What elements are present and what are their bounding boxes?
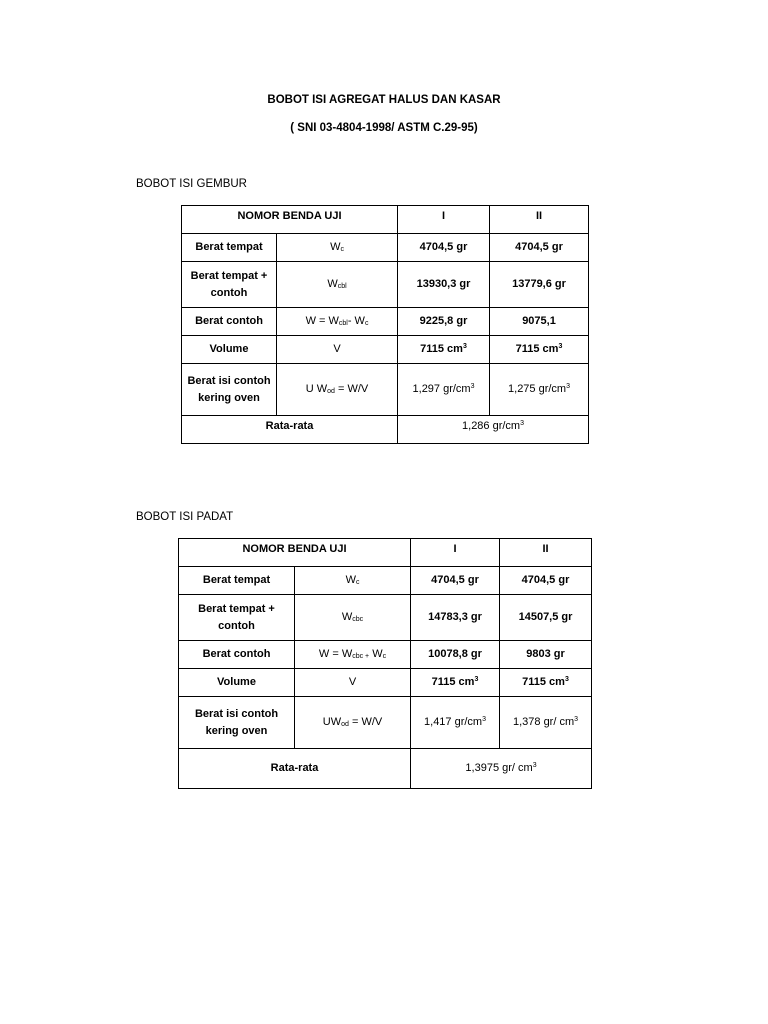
row-label: Berat tempat + contoh <box>182 262 277 308</box>
row-value-2: 1,378 gr/ $cm^3$ <box>500 697 592 749</box>
row-value-2: 4704,5 gr <box>500 567 592 595</box>
row-formula: V <box>295 669 411 697</box>
row-value-2: 9075,1 <box>490 308 589 336</box>
document-title: BOBOT ISI AGREGAT HALUS DAN KASAR <box>267 94 501 106</box>
table-padat <box>178 538 592 789</box>
row-formula: $W_c$ <box>295 567 411 595</box>
row-label: Berat tempat <box>179 567 295 595</box>
row-value-1: 4704,5 gr <box>411 567 500 595</box>
table-row <box>182 364 589 416</box>
average-value: 1,3975 gr/ $cm^3$ <box>411 749 592 789</box>
row-formula: $W_{cbl}$ <box>277 262 398 308</box>
average-row <box>179 749 592 789</box>
document-subtitle: ( SNI 03-4804-1998/ ASTM C.29-95) <box>290 122 478 134</box>
table-row <box>179 641 592 669</box>
row-value-2: 4704,5 gr <box>490 234 589 262</box>
row-value-1: 14783,3 gr <box>411 595 500 641</box>
row-formula: $W_c$ <box>277 234 398 262</box>
table-row <box>179 595 592 641</box>
row-value-1: 7115 $cm^3$ <box>398 336 490 364</box>
table-gembur <box>181 205 589 444</box>
table-row <box>182 308 589 336</box>
average-label: Rata-rata <box>179 749 411 789</box>
row-value-1: 1,297 $gr/cm^3$ <box>398 364 490 416</box>
row-label: Berat contoh <box>182 308 277 336</box>
row-formula: $W = W_{cbl}-$ $W_c$ <box>277 308 398 336</box>
row-formula: U $W_{od} = W/V$ <box>277 364 398 416</box>
row-value-1: 1,417 $gr/cm^3$ <box>411 697 500 749</box>
table-header-row <box>179 539 592 567</box>
row-value-2: 7115 $cm^3$ <box>490 336 589 364</box>
header-col-2: II <box>490 206 589 234</box>
row-value-2: 14507,5 gr <box>500 595 592 641</box>
row-label: Volume <box>182 336 277 364</box>
row-value-1: 7115 $cm^3$ <box>411 669 500 697</box>
row-label: Berat contoh <box>179 641 295 669</box>
row-formula: $W = W_{cbc +}$ $W_c$ <box>295 641 411 669</box>
section-heading-gembur: BOBOT ISI GEMBUR <box>136 178 247 190</box>
row-label: Volume <box>179 669 295 697</box>
row-label: Berat isi contoh kering oven <box>179 697 295 749</box>
table-header-row <box>182 206 589 234</box>
header-col-1: I <box>398 206 490 234</box>
row-formula: V <box>277 336 398 364</box>
header-nomor-benda-uji: NOMOR BENDA UJI <box>179 539 411 567</box>
row-label: Berat tempat <box>182 234 277 262</box>
table-row <box>179 697 592 749</box>
row-value-2: 7115 $cm^3$ <box>500 669 592 697</box>
table-row <box>182 234 589 262</box>
row-value-1: 10078,8 gr <box>411 641 500 669</box>
row-value-1: 13930,3 gr <box>398 262 490 308</box>
row-label: Berat isi contoh kering oven <box>182 364 277 416</box>
table-row <box>179 567 592 595</box>
average-row <box>182 416 589 444</box>
row-value-2: 9803 gr <box>500 641 592 669</box>
header-nomor-benda-uji: NOMOR BENDA UJI <box>182 206 398 234</box>
section-heading-padat: BOBOT ISI PADAT <box>136 511 234 523</box>
row-value-1: 4704,5 gr <box>398 234 490 262</box>
header-col-1: I <box>411 539 500 567</box>
row-value-1: 9225,8 gr <box>398 308 490 336</box>
row-formula: $UW_{od} = W/V$ <box>295 697 411 749</box>
table-row <box>182 262 589 308</box>
row-value-2: 1,275 $gr/cm^3$ <box>490 364 589 416</box>
header-col-2: II <box>500 539 592 567</box>
table-row <box>182 336 589 364</box>
row-value-2: 13779,6 gr <box>490 262 589 308</box>
table-row <box>179 669 592 697</box>
average-label: Rata-rata <box>182 416 398 444</box>
row-formula: $W_{cbc}$ <box>295 595 411 641</box>
average-value: 1,286 $gr/cm^3$ <box>398 416 589 444</box>
row-label: Berat tempat + contoh <box>179 595 295 641</box>
